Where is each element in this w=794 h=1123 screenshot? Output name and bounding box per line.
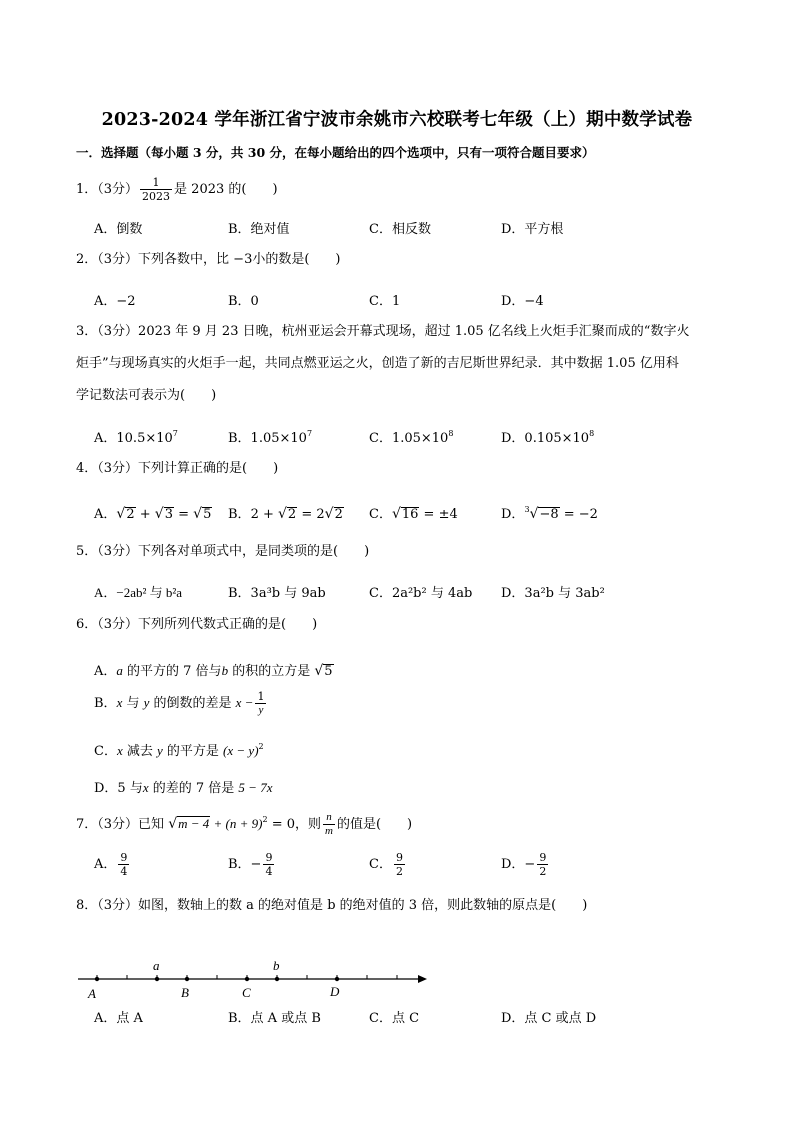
q2-option-a[interactable]: A．−2 <box>94 294 136 309</box>
label-lower-b: b <box>273 958 280 973</box>
q6-c-exp: 2 <box>258 742 264 751</box>
label-point-c: C <box>242 985 251 1000</box>
q1-option-d[interactable]: D．平方根 <box>501 222 564 237</box>
q6-b-frac-num: 1 <box>257 690 265 703</box>
q6-b-var-x: x <box>116 695 123 710</box>
q4-c-rad: 16 <box>401 507 419 522</box>
q3-b-base: B．1.05×10 <box>228 431 307 446</box>
point-a-dot <box>95 977 99 981</box>
q4-a-rad-3: 5 <box>203 507 212 522</box>
page-title: 2023-2024 学年浙江省宁波市余姚市六校联考七年级（上）期中数学试卷 <box>101 110 693 130</box>
section-heading: 一．选择题（每小题 3 分，共 30 分，在每小题给出的四个选项中，只有一项符合题目要求） <box>76 145 595 160</box>
q7-frac-num: n <box>323 811 335 825</box>
q6-option-a[interactable] <box>94 660 334 679</box>
q7-c-label: C． <box>369 857 392 872</box>
q7-c-fraction <box>394 851 405 878</box>
q6-b-mid-2: 的倒数的差是 <box>149 696 236 711</box>
q7-option-c[interactable] <box>369 851 407 878</box>
question-3-line-3: 学记数法可表示为( ) <box>76 388 217 403</box>
q5-option-b[interactable]: B．3a³b 与 9ab <box>228 586 326 601</box>
q4-a-rad-1: 2 <box>126 507 135 522</box>
q3-d-base: D．0.105×10 <box>501 431 590 446</box>
cube-root-icon: √ <box>529 506 539 522</box>
q1-frac-den: 2023 <box>142 190 171 203</box>
number-line-figure <box>72 950 432 1010</box>
q3-d-exp: 8 <box>589 429 595 438</box>
q7-c-den: 2 <box>395 865 403 878</box>
q2-option-d[interactable]: D．−4 <box>501 294 544 309</box>
q7-a-fraction <box>118 851 129 878</box>
q6-c-mid-2: 的平方是 <box>162 744 224 759</box>
q6-a-var-a: a <box>116 663 123 678</box>
sqrt-icon: √ <box>193 506 203 522</box>
q6-option-b[interactable] <box>94 690 268 717</box>
q7-a-label: A． <box>94 857 117 872</box>
label-point-b: B <box>181 985 189 1000</box>
q4-b-mid: = 2 <box>297 507 325 522</box>
q4-d-rad: −8 <box>539 507 559 522</box>
sqrt-icon: √ <box>391 506 401 522</box>
q4-c-post: = ±4 <box>419 507 458 522</box>
q6-b-expr: x − <box>235 695 254 710</box>
label-point-d: D <box>330 984 340 999</box>
q3-a-base: A．10.5×10 <box>94 431 173 446</box>
q4-b-rad-2: 2 <box>334 507 343 522</box>
q1-frac-num: 1 <box>140 176 172 190</box>
q8-option-b[interactable]: B．点 A 或点 B <box>228 1011 321 1026</box>
q3-a-exp: 7 <box>172 429 178 438</box>
q4-option-a[interactable]: A．√2 + √3 = √5 <box>94 506 212 522</box>
q6-a-var-b: b <box>221 663 229 678</box>
q4-option-d[interactable] <box>501 503 598 522</box>
q7-option-a[interactable] <box>94 851 131 878</box>
question-2: 2．（3分）下列各数中，比 −3小的数是( ) <box>76 252 341 267</box>
q7-post: = 0，则 <box>267 817 322 832</box>
q4-option-c[interactable] <box>369 503 458 522</box>
q6-d-var-x: x <box>142 780 149 795</box>
sqrt-icon: √ <box>168 816 178 832</box>
q6-a-mid-1: 的平方的 7 倍与 <box>122 664 222 679</box>
q4-a-rad-2: 3 <box>164 507 173 522</box>
q4-b-rad-1: 2 <box>287 507 297 522</box>
label-lower-a: a <box>153 958 160 973</box>
q8-option-a[interactable]: A．点 A <box>94 1011 143 1026</box>
q6-c-pre: C． <box>94 744 117 759</box>
q4-option-b[interactable] <box>228 503 344 522</box>
q6-d-pre: D．5 与 <box>94 781 143 796</box>
point-d-dot <box>335 977 339 981</box>
q7-d-num: 9 <box>539 851 547 864</box>
q4-d-post: = −2 <box>559 507 598 522</box>
q7-frac-den: m <box>325 825 333 837</box>
q3-option-a[interactable] <box>94 427 178 446</box>
question-7 <box>76 811 412 838</box>
q7-fraction <box>323 811 335 838</box>
sqrt-icon: √ <box>278 506 287 522</box>
question-5: 5．（3分）下列各对单项式中，是同类项的是( ) <box>76 544 370 559</box>
q1-option-a[interactable]: A．倒数 <box>94 222 143 237</box>
q4-b-pre: 2 + <box>250 507 278 522</box>
sqrt-icon: √ <box>116 506 126 522</box>
q6-c-var-x: x <box>116 743 123 758</box>
q7-d-fraction <box>537 851 548 878</box>
q5-option-c[interactable]: C．2a²b² 与 4ab <box>369 586 473 601</box>
q7-mid: + (n + 9) <box>210 816 263 831</box>
q3-c-base: C．1.05×10 <box>369 431 449 446</box>
question-3-line-2: 炬手”与现场真实的火炬手一起，共同点燃亚运之火，创造了新的吉尼斯世界纪录．其中数据 1.05 亿用科 <box>76 356 679 371</box>
q4-b-label: B． <box>228 507 251 522</box>
q6-d-mid: 的差的 7 倍是 <box>148 781 239 796</box>
q6-d-expr: 5 − 7x <box>238 780 273 795</box>
q1-text: 是 2023 的( ) <box>174 182 278 197</box>
q6-a-mid-2: 的积的立方是 <box>228 664 315 679</box>
q7-rad: m − 4 <box>178 816 210 831</box>
question-4: 4．（3分）下列计算正确的是( ) <box>76 461 279 476</box>
q8-option-d[interactable]: D．点 C 或点 D <box>501 1011 597 1026</box>
q6-b-var-y: y <box>143 695 150 710</box>
q8-option-c[interactable]: C．点 C <box>369 1011 420 1026</box>
q7-b-fraction <box>263 851 274 878</box>
point-c-dot <box>245 977 249 981</box>
q1-fraction <box>140 176 172 203</box>
q2-option-c[interactable]: C．1 <box>369 294 401 309</box>
q1-option-b[interactable]: B．绝对值 <box>228 222 290 237</box>
q6-a-pre: A． <box>94 664 117 679</box>
q6-a-rad: 5 <box>324 664 333 679</box>
q7-c-num: 9 <box>395 851 403 864</box>
q4-d-label: D． <box>501 507 525 522</box>
q4-a-label: A． <box>94 507 117 522</box>
arrow-right-icon <box>418 975 427 983</box>
q7-end: 的值是( ) <box>336 817 413 832</box>
q3-c-exp: 8 <box>448 429 454 438</box>
q7-a-den: 4 <box>120 865 128 878</box>
q3-b-exp: 7 <box>306 429 313 438</box>
point-b-dot <box>185 977 189 981</box>
number-line-svg <box>72 950 432 1010</box>
q5-option-a[interactable]: A．−2ab² 与 b²a <box>94 585 183 600</box>
sqrt-icon: √ <box>154 506 164 522</box>
question-8: 8．（3分）如图，数轴上的数 a 的绝对值是 b 的绝对值的 3 倍，则此数轴的原点是( ) <box>76 898 588 913</box>
q7-exp: 2 <box>262 815 268 824</box>
q7-a-num: 9 <box>120 851 128 864</box>
q6-c-mid-1: 减去 <box>122 744 157 759</box>
q6-option-c[interactable] <box>94 740 264 759</box>
q7-d-label: D．− <box>501 857 536 872</box>
sqrt-icon: √ <box>324 506 334 522</box>
q7-option-b[interactable] <box>228 851 276 878</box>
question-6: 6．（3分）下列所列代数式正确的是( ) <box>76 617 318 632</box>
q6-b-mid-1: 与 <box>122 696 144 711</box>
q7-b-label: B．− <box>228 857 262 872</box>
question-1 <box>76 176 278 203</box>
sqrt-icon: √ <box>314 663 324 679</box>
q7-d-den: 2 <box>539 865 547 878</box>
q7-b-den: 4 <box>265 865 273 878</box>
q7-b-num: 9 <box>265 851 273 864</box>
q4-c-label: C． <box>369 507 392 522</box>
q6-b-pre: B． <box>94 696 117 711</box>
q7-pre: 7．（3分）已知 <box>76 817 169 832</box>
point-lower-a-dot <box>155 977 159 981</box>
q6-option-d[interactable] <box>94 777 272 796</box>
q1-number: 1．（3分） <box>76 182 139 197</box>
question-3-line-1: 3．（3分）2023 年 9 月 23 日晚，杭州亚运会开幕式现场，超过 1.05 亿名线上火炬手汇聚而成的“数字火 <box>76 324 690 339</box>
q2-option-b[interactable]: B．0 <box>228 294 259 309</box>
q7-option-d[interactable] <box>501 851 550 878</box>
q3-option-b[interactable] <box>228 427 312 446</box>
label-point-a: A <box>88 986 96 1001</box>
point-lower-b-dot <box>275 977 279 981</box>
q3-option-c[interactable] <box>369 427 453 446</box>
q6-b-frac-den: y <box>258 704 264 716</box>
q3-option-d[interactable] <box>501 427 594 446</box>
q4-d-root-index: 3 <box>524 505 530 514</box>
q6-c-expr: (x − y) <box>223 743 259 758</box>
q1-option-c[interactable]: C．相反数 <box>369 222 431 237</box>
q6-b-fraction <box>255 690 266 717</box>
q6-c-var-y: y <box>157 743 163 758</box>
q5-option-d[interactable]: D．3a²b 与 3ab² <box>501 586 605 601</box>
